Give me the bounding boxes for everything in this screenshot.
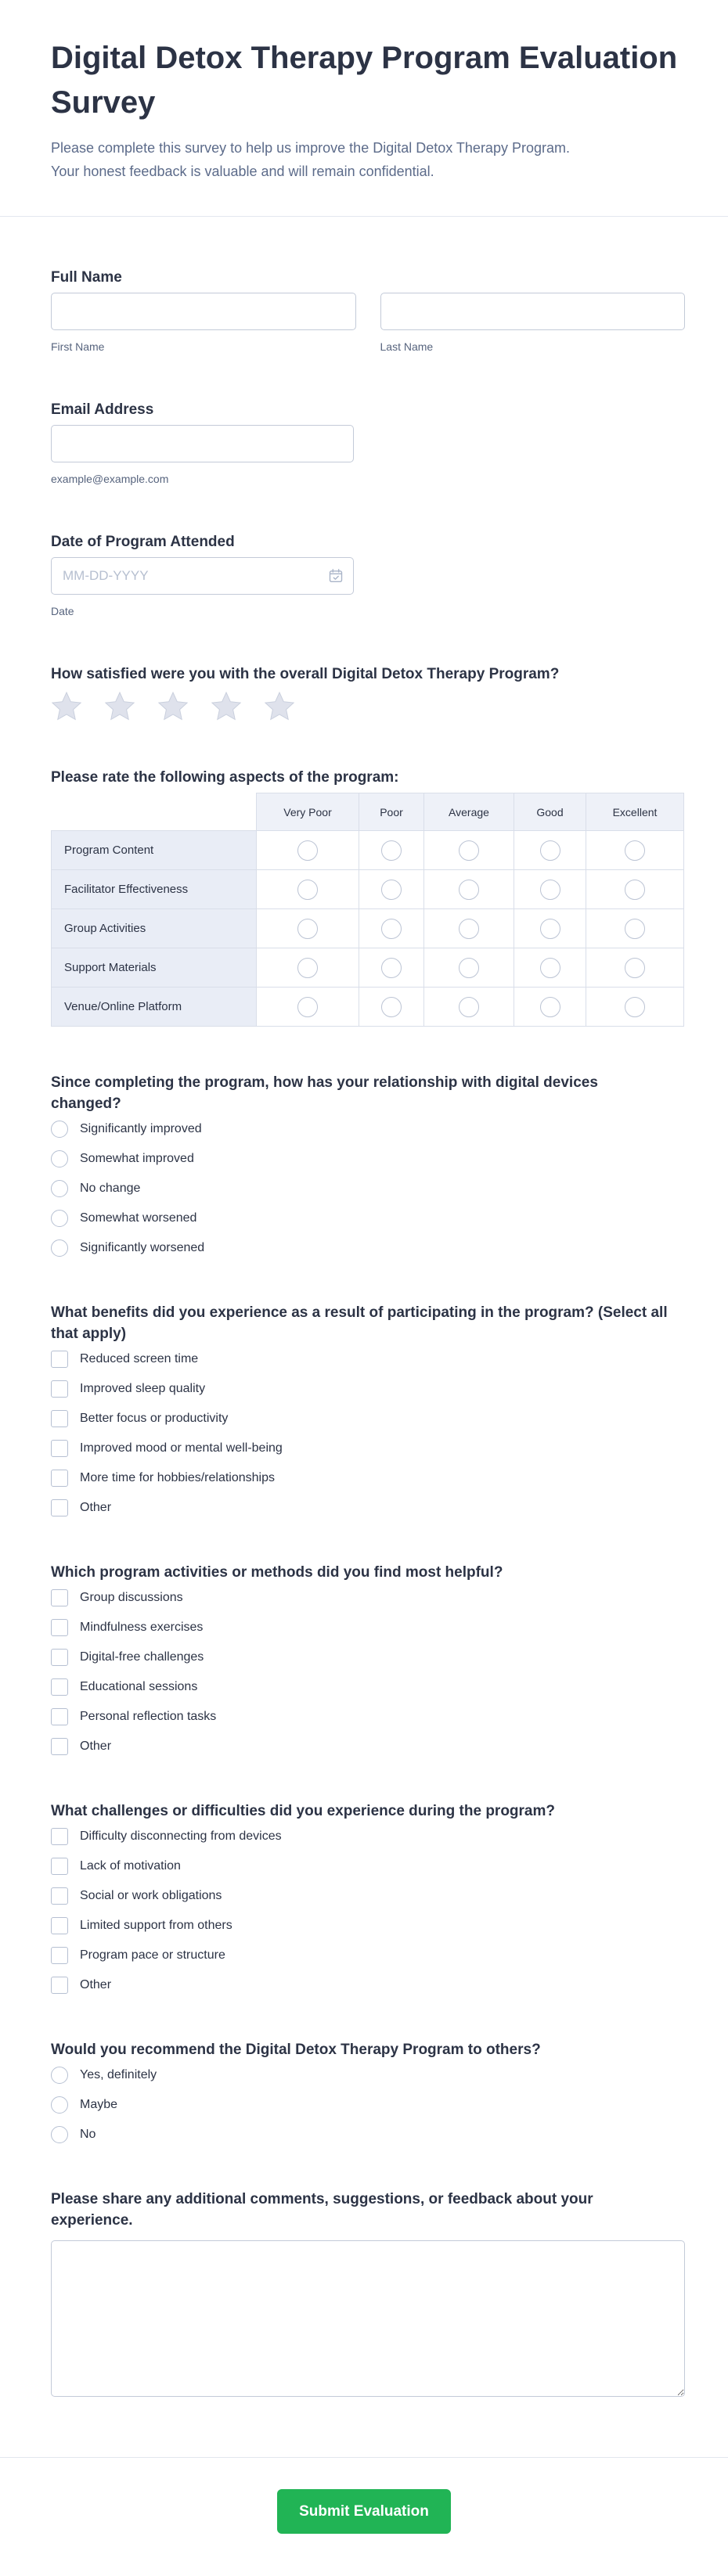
matrix-column-header: Very Poor: [257, 793, 359, 831]
checkbox-option[interactable]: [51, 1887, 685, 1905]
matrix-row-label: Facilitator Effectiveness: [52, 870, 257, 909]
question-label: Which program activities or methods did you find most helpful?: [51, 1564, 503, 1581]
option-label: Group discussions: [80, 1591, 183, 1604]
checkbox-option[interactable]: [51, 1380, 685, 1398]
checkbox[interactable]: [51, 1589, 68, 1606]
matrix-radio[interactable]: [459, 840, 479, 861]
question-label: Since completing the program, how has your relationship with digital devices changed?: [51, 1074, 598, 1112]
matrix-radio[interactable]: [459, 880, 479, 900]
date-sublabel: Date: [51, 605, 74, 617]
matrix-radio[interactable]: [459, 997, 479, 1017]
radio-button[interactable]: [51, 2067, 68, 2084]
matrix-radio[interactable]: [297, 840, 318, 861]
matrix-radio[interactable]: [297, 958, 318, 978]
radio-option[interactable]: [51, 1210, 685, 1227]
matrix-row: [52, 870, 684, 909]
checkbox[interactable]: [51, 1410, 68, 1427]
first-name-input[interactable]: [51, 293, 356, 330]
option-label: Lack of motivation: [80, 1859, 181, 1873]
radio-option[interactable]: [51, 1180, 685, 1197]
checkbox-option[interactable]: [51, 1440, 685, 1457]
radio-option[interactable]: [51, 1150, 685, 1167]
checkbox[interactable]: [51, 1977, 68, 1994]
star-icon[interactable]: [51, 691, 82, 721]
question-rating-table: [51, 767, 685, 1027]
option-label: Somewhat improved: [80, 1152, 194, 1165]
checkbox[interactable]: [51, 1917, 68, 1934]
rating-matrix: [51, 793, 684, 1027]
last-name-field: [380, 293, 686, 354]
radio-button[interactable]: [51, 1121, 68, 1138]
option-label: Program pace or structure: [80, 1948, 225, 1962]
option-label: Improved sleep quality: [80, 1382, 206, 1395]
matrix-column-header: Average: [424, 793, 514, 831]
checkbox-option[interactable]: [51, 1858, 685, 1875]
form-body: [0, 217, 728, 2432]
matrix-radio[interactable]: [625, 997, 645, 1017]
question-label: Email Address: [51, 401, 154, 418]
submit-button[interactable]: Submit Evaluation: [277, 2489, 451, 2534]
radio-option[interactable]: [51, 1239, 685, 1257]
option-label: More time for hobbies/relationships: [80, 1471, 276, 1484]
star-icon[interactable]: [264, 691, 295, 721]
checkbox-option[interactable]: [51, 1708, 685, 1725]
checkbox-option[interactable]: [51, 1678, 685, 1696]
matrix-row-label: Group Activities: [52, 909, 257, 948]
checkbox[interactable]: [51, 1499, 68, 1516]
option-label: Mindfulness exercises: [80, 1621, 204, 1634]
matrix-radio[interactable]: [625, 919, 645, 939]
question-email: [51, 399, 685, 486]
matrix-header-row: [52, 793, 684, 831]
question-benefits: [51, 1302, 685, 1516]
matrix-radio[interactable]: [625, 958, 645, 978]
radio-option[interactable]: [51, 1121, 685, 1138]
checkbox-option[interactable]: [51, 1499, 685, 1516]
matrix-radio[interactable]: [540, 880, 560, 900]
checkbox[interactable]: [51, 1947, 68, 1964]
matrix-radio[interactable]: [540, 840, 560, 861]
checkbox-option[interactable]: [51, 1410, 685, 1427]
question-label: How satisfied were you with the overall Digital Detox Therapy Program?: [51, 666, 560, 682]
checkbox[interactable]: [51, 1828, 68, 1845]
name-inputs-row: [51, 293, 685, 354]
form-title: Digital Detox Therapy Program Evaluation Survey: [51, 41, 678, 120]
email-input[interactable]: [51, 425, 354, 462]
question-label: Date of Program Attended: [51, 534, 235, 550]
matrix-corner-cell: [52, 793, 257, 831]
matrix-radio[interactable]: [297, 880, 318, 900]
checkbox[interactable]: [51, 1858, 68, 1875]
checkbox-option[interactable]: [51, 1470, 685, 1487]
radio-button[interactable]: [51, 2126, 68, 2143]
radio-option[interactable]: [51, 2096, 685, 2114]
matrix-column-header: Good: [514, 793, 586, 831]
radio-button[interactable]: [51, 1210, 68, 1227]
form-subtitle-line1: Please complete this survey to help us improve the Digital Detox Therapy Program.: [51, 140, 570, 156]
first-name-field: [51, 293, 356, 354]
radio-option[interactable]: [51, 2067, 685, 2084]
matrix-radio[interactable]: [459, 919, 479, 939]
star-rating: [51, 691, 685, 721]
email-field: [51, 425, 354, 486]
option-label: Maybe: [80, 2098, 118, 2111]
matrix-radio[interactable]: [297, 997, 318, 1017]
option-label: Other: [80, 1740, 112, 1753]
comments-textarea[interactable]: [51, 2240, 685, 2397]
option-label: Better focus or productivity: [80, 1412, 229, 1425]
question-date: [51, 531, 685, 618]
matrix-radio[interactable]: [540, 958, 560, 978]
question-label: What challenges or difficulties did you experience during the program?: [51, 1803, 555, 1819]
matrix-column-header: Excellent: [586, 793, 684, 831]
option-label: Yes, definitely: [80, 2068, 157, 2081]
matrix-row-label: Program Content: [52, 831, 257, 870]
question-label: What benefits did you experience as a result of participating in the program? (Select all that apply): [51, 1304, 668, 1342]
question-label: Full Name: [51, 269, 122, 286]
checkbox[interactable]: [51, 1380, 68, 1398]
matrix-row: [52, 909, 684, 948]
checkbox-option[interactable]: [51, 1947, 685, 1964]
radio-button[interactable]: [51, 1150, 68, 1167]
checkbox-option[interactable]: [51, 1738, 685, 1755]
checkbox-group: [51, 1589, 685, 1755]
checkbox-option[interactable]: [51, 1977, 685, 1994]
matrix-radio[interactable]: [459, 958, 479, 978]
matrix-row-label: Venue/Online Platform: [52, 988, 257, 1027]
matrix-radio[interactable]: [381, 958, 402, 978]
question-recommend: [51, 2039, 685, 2143]
checkbox[interactable]: [51, 1649, 68, 1666]
option-label: Limited support from others: [80, 1919, 232, 1932]
option-label: Educational sessions: [80, 1680, 198, 1693]
date-field: [51, 557, 354, 618]
radio-button[interactable]: [51, 1239, 68, 1257]
checkbox-option[interactable]: [51, 1351, 685, 1368]
question-label: Please rate the following aspects of the program:: [51, 769, 399, 786]
form-header: [0, 0, 728, 217]
matrix-column-header: Poor: [359, 793, 424, 831]
star-icon[interactable]: [104, 691, 135, 721]
question-comments: [51, 2189, 685, 2401]
option-label: Difficulty disconnecting from devices: [80, 1829, 282, 1843]
calendar-check-icon[interactable]: [328, 568, 344, 584]
radio-group: [51, 2067, 685, 2143]
checkbox-option[interactable]: [51, 1828, 685, 1845]
question-challenges: [51, 1801, 685, 1994]
checkbox[interactable]: [51, 1619, 68, 1636]
checkbox-group: [51, 1828, 685, 1994]
question-satisfaction: [51, 664, 685, 721]
star-icon[interactable]: [157, 691, 189, 721]
checkbox-option[interactable]: [51, 1917, 685, 1934]
option-label: Significantly improved: [80, 1122, 202, 1135]
option-label: Other: [80, 1978, 112, 1991]
checkbox[interactable]: [51, 1708, 68, 1725]
last-name-sublabel: Last Name: [380, 340, 434, 353]
date-input[interactable]: [51, 557, 354, 595]
question-relationship-change: [51, 1072, 685, 1257]
question-label: Please share any additional comments, suggestions, or feedback about your experience.: [51, 2191, 593, 2229]
option-label: Social or work obligations: [80, 1889, 222, 1902]
checkbox[interactable]: [51, 1440, 68, 1457]
form-subtitle: [51, 136, 685, 183]
question-activities: [51, 1562, 685, 1755]
radio-option[interactable]: [51, 2126, 685, 2143]
radio-button[interactable]: [51, 1180, 68, 1197]
matrix-radio[interactable]: [381, 997, 402, 1017]
question-label: Would you recommend the Digital Detox Therapy Program to others?: [51, 2042, 541, 2058]
option-label: Digital-free challenges: [80, 1650, 204, 1664]
matrix-row: [52, 948, 684, 988]
checkbox-option[interactable]: [51, 1649, 685, 1666]
option-label: No: [80, 2128, 96, 2141]
matrix-row: [52, 988, 684, 1027]
radio-button[interactable]: [51, 2096, 68, 2114]
matrix-radio[interactable]: [297, 919, 318, 939]
star-icon[interactable]: [211, 691, 242, 721]
first-name-sublabel: First Name: [51, 340, 105, 353]
option-label: Somewhat worsened: [80, 1211, 197, 1225]
checkbox-option[interactable]: [51, 1619, 685, 1636]
checkbox[interactable]: [51, 1678, 68, 1696]
email-sublabel: example@example.com: [51, 473, 169, 485]
submit-row: [0, 2458, 728, 2576]
option-label: Significantly worsened: [80, 1241, 205, 1254]
matrix-row: [52, 831, 684, 870]
option-label: Personal reflection tasks: [80, 1710, 217, 1723]
matrix-radio[interactable]: [540, 919, 560, 939]
checkbox[interactable]: [51, 1887, 68, 1905]
option-label: No change: [80, 1182, 141, 1195]
checkbox[interactable]: [51, 1470, 68, 1487]
option-label: Reduced screen time: [80, 1352, 199, 1365]
question-full-name: [51, 267, 685, 354]
last-name-input[interactable]: [380, 293, 686, 330]
checkbox[interactable]: [51, 1351, 68, 1368]
option-label: Improved mood or mental well-being: [80, 1441, 283, 1455]
matrix-row-label: Support Materials: [52, 948, 257, 988]
checkbox-option[interactable]: [51, 1589, 685, 1606]
matrix-radio[interactable]: [381, 919, 402, 939]
matrix-radio[interactable]: [625, 840, 645, 861]
matrix-radio[interactable]: [381, 840, 402, 861]
radio-group: [51, 1121, 685, 1257]
matrix-radio[interactable]: [381, 880, 402, 900]
checkbox-group: [51, 1351, 685, 1516]
matrix-radio[interactable]: [540, 997, 560, 1017]
form-subtitle-line2: Your honest feedback is valuable and will remain confidential.: [51, 164, 434, 179]
option-label: Other: [80, 1501, 112, 1514]
checkbox[interactable]: [51, 1738, 68, 1755]
matrix-radio[interactable]: [625, 880, 645, 900]
